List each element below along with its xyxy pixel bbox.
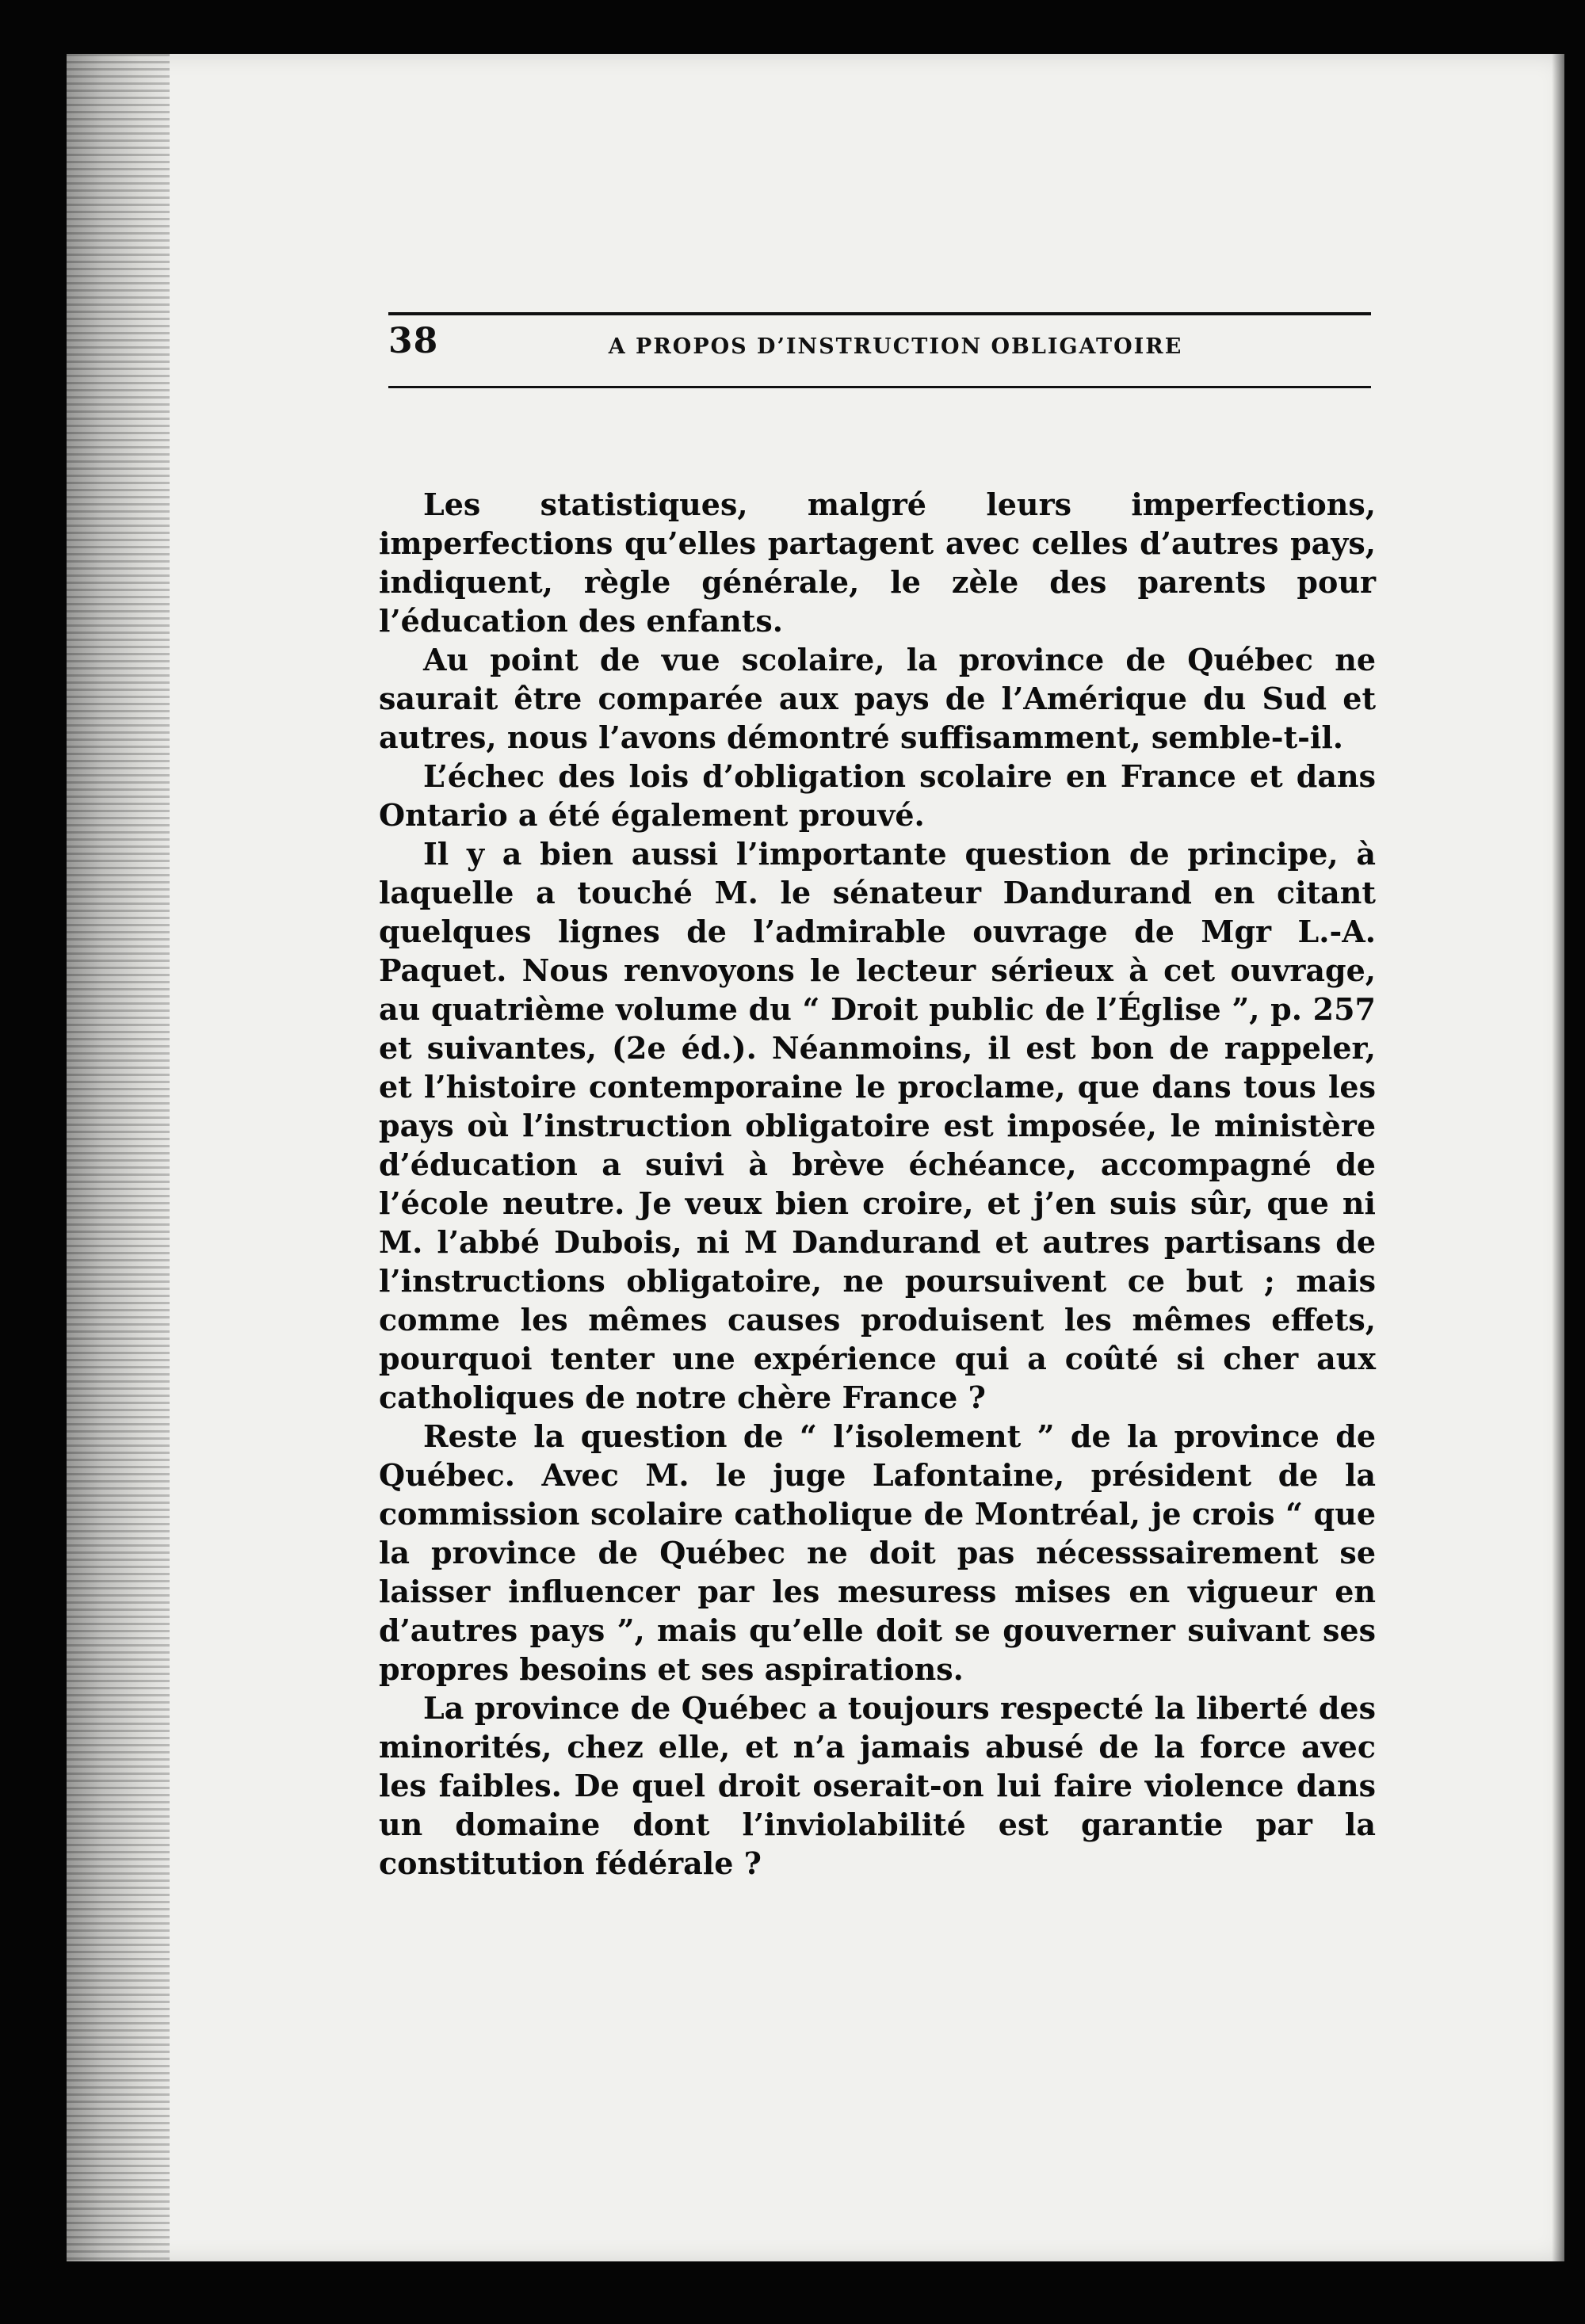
- page-number: 38: [388, 321, 439, 361]
- paragraph: Les statistiques, malgré leurs imperfections, imperfections qu’elles partagent avec celles d’autres pays, indiquent, règle générale, le zèle des parents pour l’éducation des enfants.: [379, 487, 1376, 639]
- header-rule-top: [388, 312, 1371, 315]
- paragraph: Au point de vue scolaire, la province de Québec ne saurait être comparée aux pays de l’Amérique du Sud et autres, nous l’avons démontré suffisamment, semble-t-il.: [379, 642, 1376, 755]
- paragraph: Reste la question de “ l’isolement ” de la province de Québec. Avec M. le juge Lafontaine, président de la commission scolaire catholique de Montréal, je crois “ que la province de Québec ne doit pas nécesssairement se laisser influencer par les mesuress mises en vigueur en d’autres pays ”, mais qu’elle doit se gouverner suivant ses propres besoins et ses aspirations.: [379, 1418, 1376, 1687]
- page-right-edge: [1552, 54, 1564, 2261]
- paragraph: L’échec des lois d’obligation scolaire en France et dans Ontario a été également prouvé.: [379, 758, 1376, 833]
- paragraph: Il y a bien aussi l’importante question de principe, à laquelle a touché M. le sénateur Dandurand en citant quelques lignes de l’admirable ouvrage de Mgr L.-A. Paquet. Nous renvoyons le lecteur sérieux à cet ouvrage, au quatrième volume du “ Droit public de l’Église ”, p. 257 et suivantes, (2e éd.). Néanmoins, il est bon de rappeler, et l’histoire contemporaine le proclame, que dans tous les pays où l’instruction obligatoire est imposée, le ministère d’éducation a suivi à brève échéance, accompagné de l’école neutre. Je veux bien croire, et j’en suis sûr, que ni M. l’abbé Dubois, ni M Dandurand et autres partisans de l’instructions obligatoire, ne poursuivent ce but ; mais comme les mêmes causes produisent les mêmes effets, pourquoi tenter une expérience qui a coûté si cher aux catholiques de notre chère France ?: [379, 836, 1376, 1415]
- paragraph: La province de Québec a toujours respecté la liberté des minorités, chez elle, et n’a jamais abusé de la force avec les faibles. De quel droit oserait-on lui faire violence dans un domaine dont l’inviolabilité est garantie par la constitution fédérale ?: [379, 1690, 1376, 1881]
- page-binding-edge: [67, 54, 170, 2261]
- header-rule-bottom: [388, 386, 1371, 388]
- body-text: [379, 485, 1376, 1883]
- running-head: A PROPOS D’INSTRUCTION OBLIGATOIRE: [608, 334, 1183, 359]
